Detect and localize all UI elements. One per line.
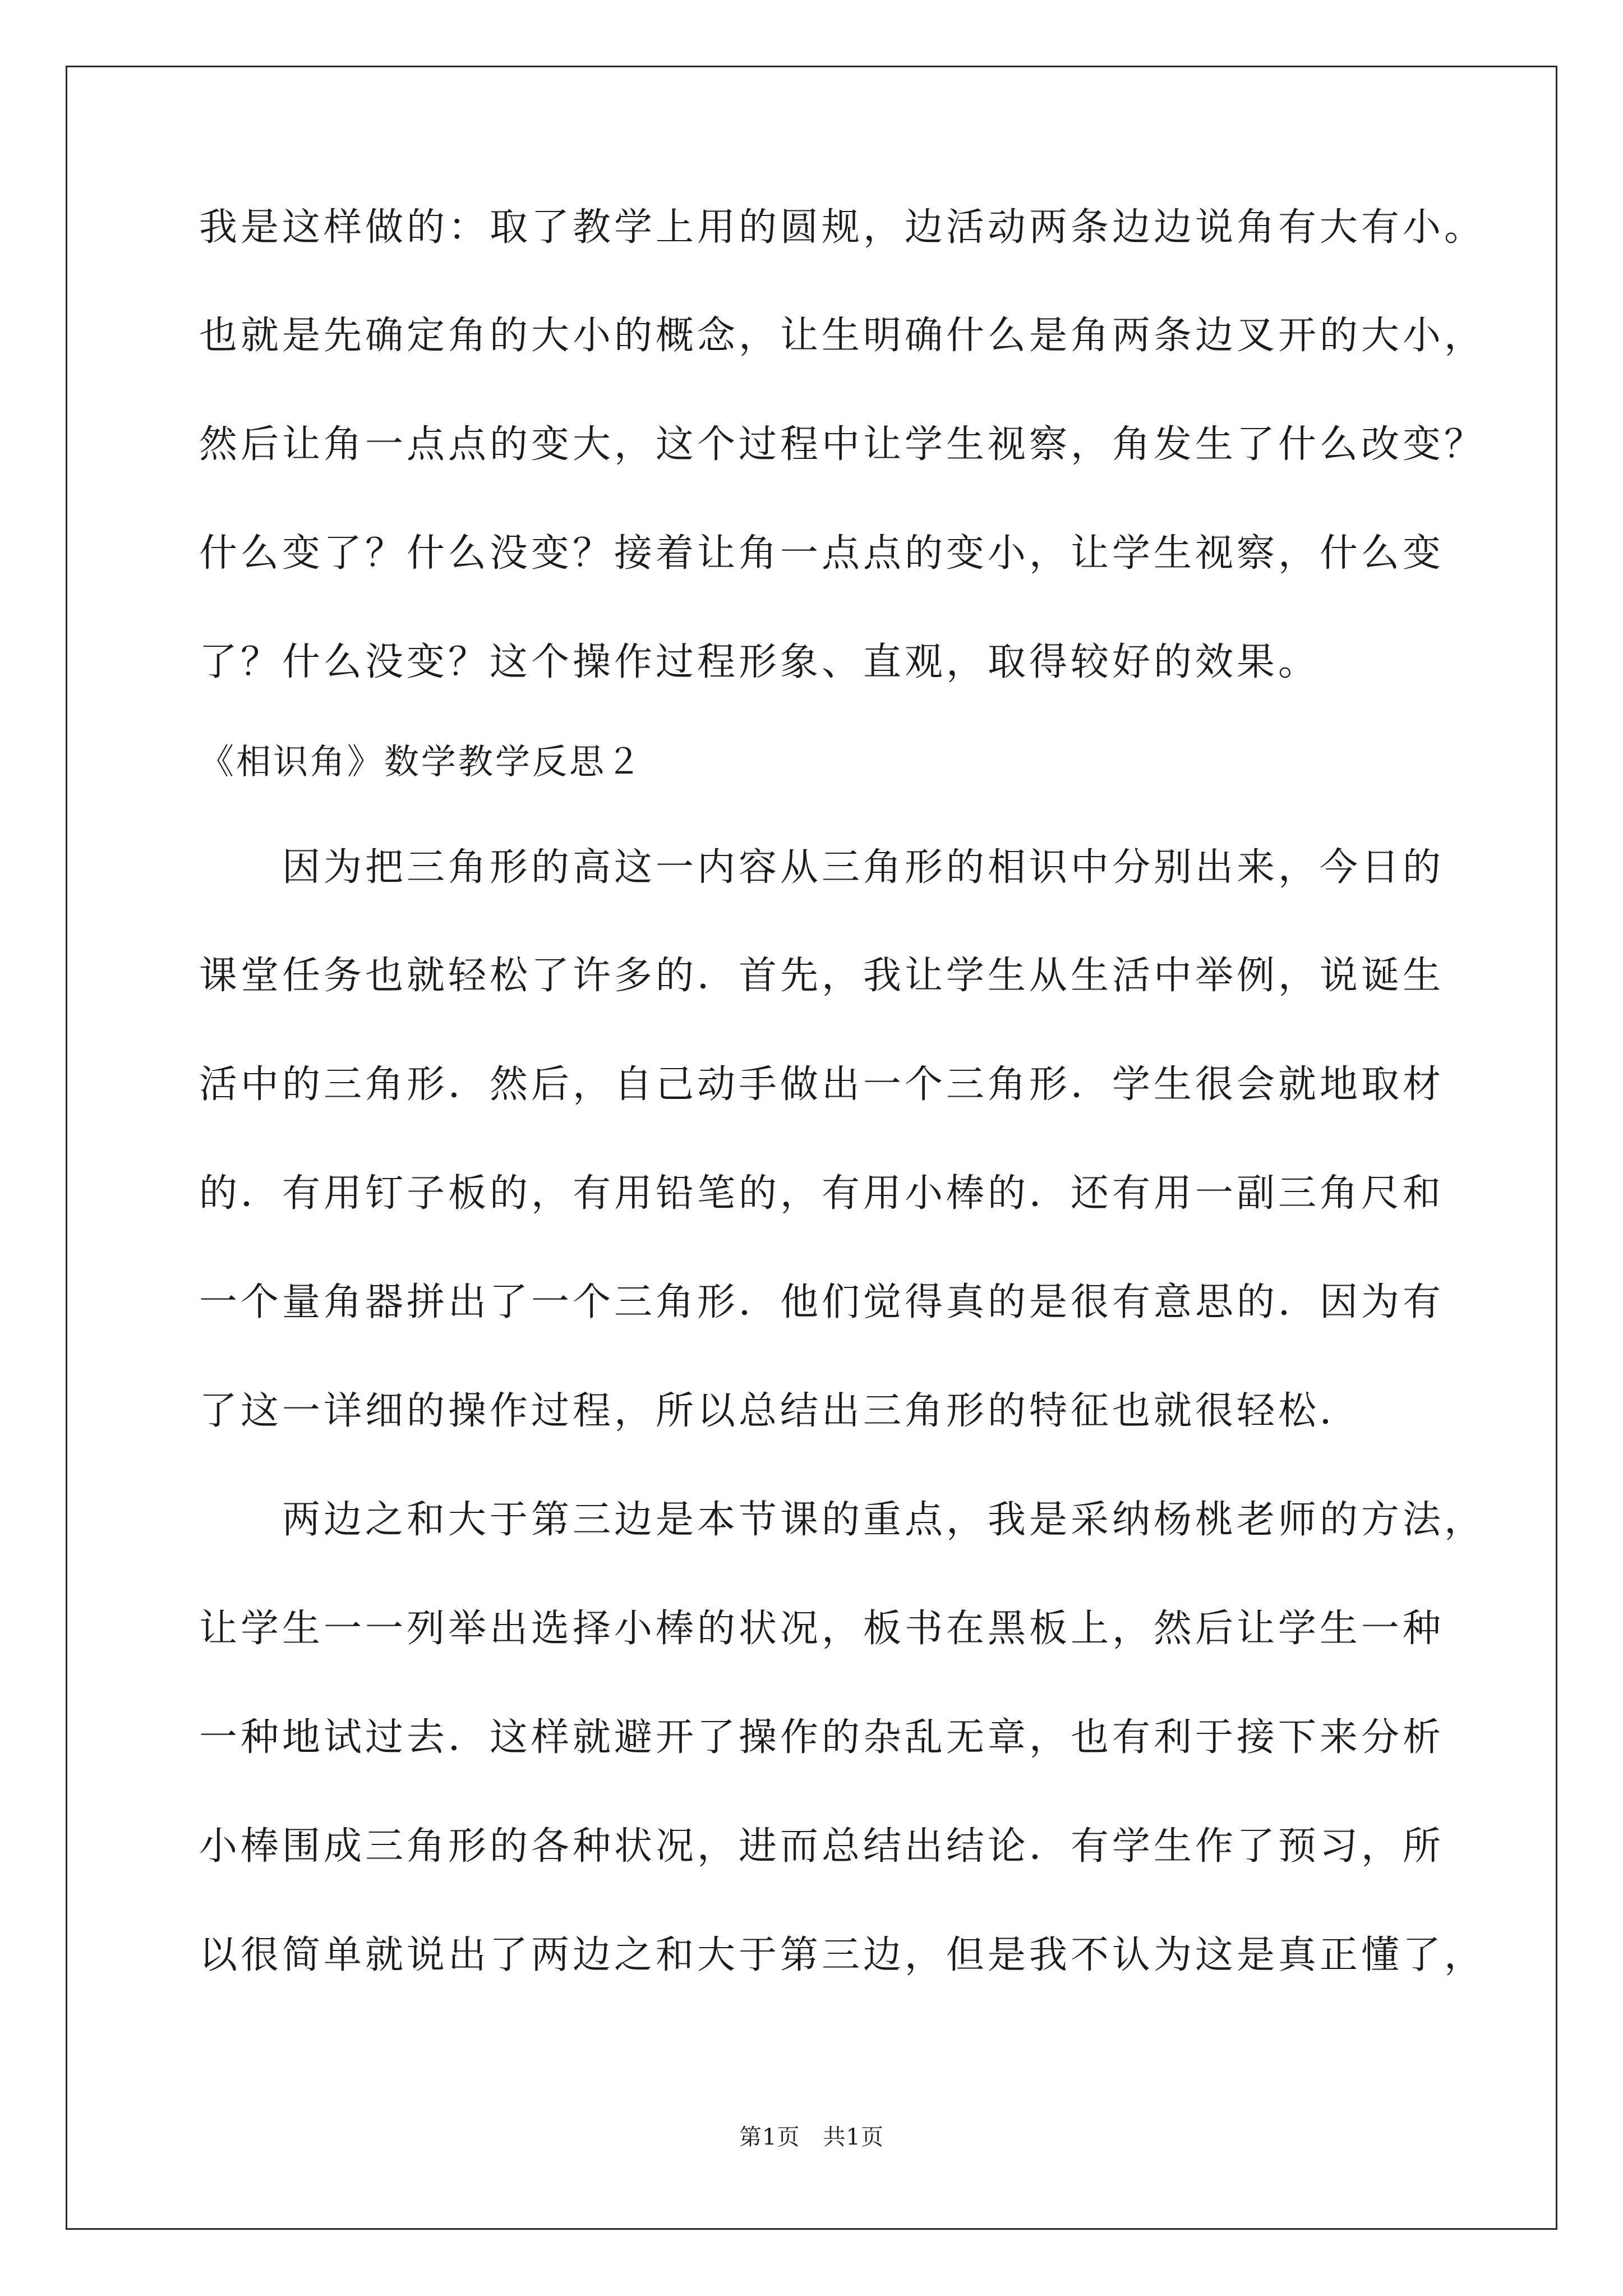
text-line: 也就是先确定角的大小的概念，让生明确什么是角两条边叉开的大小，: [199, 314, 1486, 358]
page-border: [66, 66, 1557, 2230]
text-line: 我是这样做的：取了教学上用的圆规，边活动两条边边说角有大有小。: [199, 205, 1486, 250]
text-line: 的．有用钉子板的，有用铅笔的，有用小棒的．还有用一副三角尺和: [199, 1171, 1445, 1216]
text-line: 然后让角一点点的变大，这个过程中让学生视察，角发生了什么改变？: [199, 422, 1486, 467]
text-line: 以很简单就说出了两边之和大于第三边，但是我不认为这是真正懂了，: [199, 1933, 1486, 1977]
text-line: 什么变了？什么没变？接着让角一点点的变小，让学生视察，什么变: [199, 531, 1445, 576]
text-line: 两边之和大于第三边是本节课的重点，我是采纳杨桃老师的方法，: [199, 1498, 1486, 1542]
text-line: 了这一详细的操作过程，所以总结出三角形的特征也就很轻松．: [199, 1389, 1362, 1433]
text-line: 了？什么没变？这个操作过程形象、直观，取得较好的效果。: [199, 640, 1320, 684]
text-line: 活中的三角形．然后，自己动手做出一个三角形．学生很会就地取材: [199, 1062, 1445, 1107]
text-line: 一种地试过去．这样就避开了操作的杂乱无章，也有利于接下来分析: [199, 1715, 1445, 1760]
text-line: 让学生一一列举出选择小棒的状况，板书在黑板上，然后让学生一种: [199, 1607, 1445, 1651]
section-heading: 《相识角》数学教学反思２: [199, 741, 644, 782]
text-line: 课堂任务也就轻松了许多的．首先，我让学生从生活中举例，说诞生: [199, 954, 1445, 998]
text-line: 小棒围成三角形的各种状况，进而总结出结论．有学生作了预习，所: [199, 1824, 1445, 1869]
text-line: 因为把三角形的高这一内容从三角形的相识中分别出来，今日的: [199, 845, 1445, 890]
text-line: 一个量角器拼出了一个三角形．他们觉得真的是很有意思的．因为有: [199, 1280, 1445, 1324]
page-footer: 第1页 共1页: [739, 2124, 884, 2150]
